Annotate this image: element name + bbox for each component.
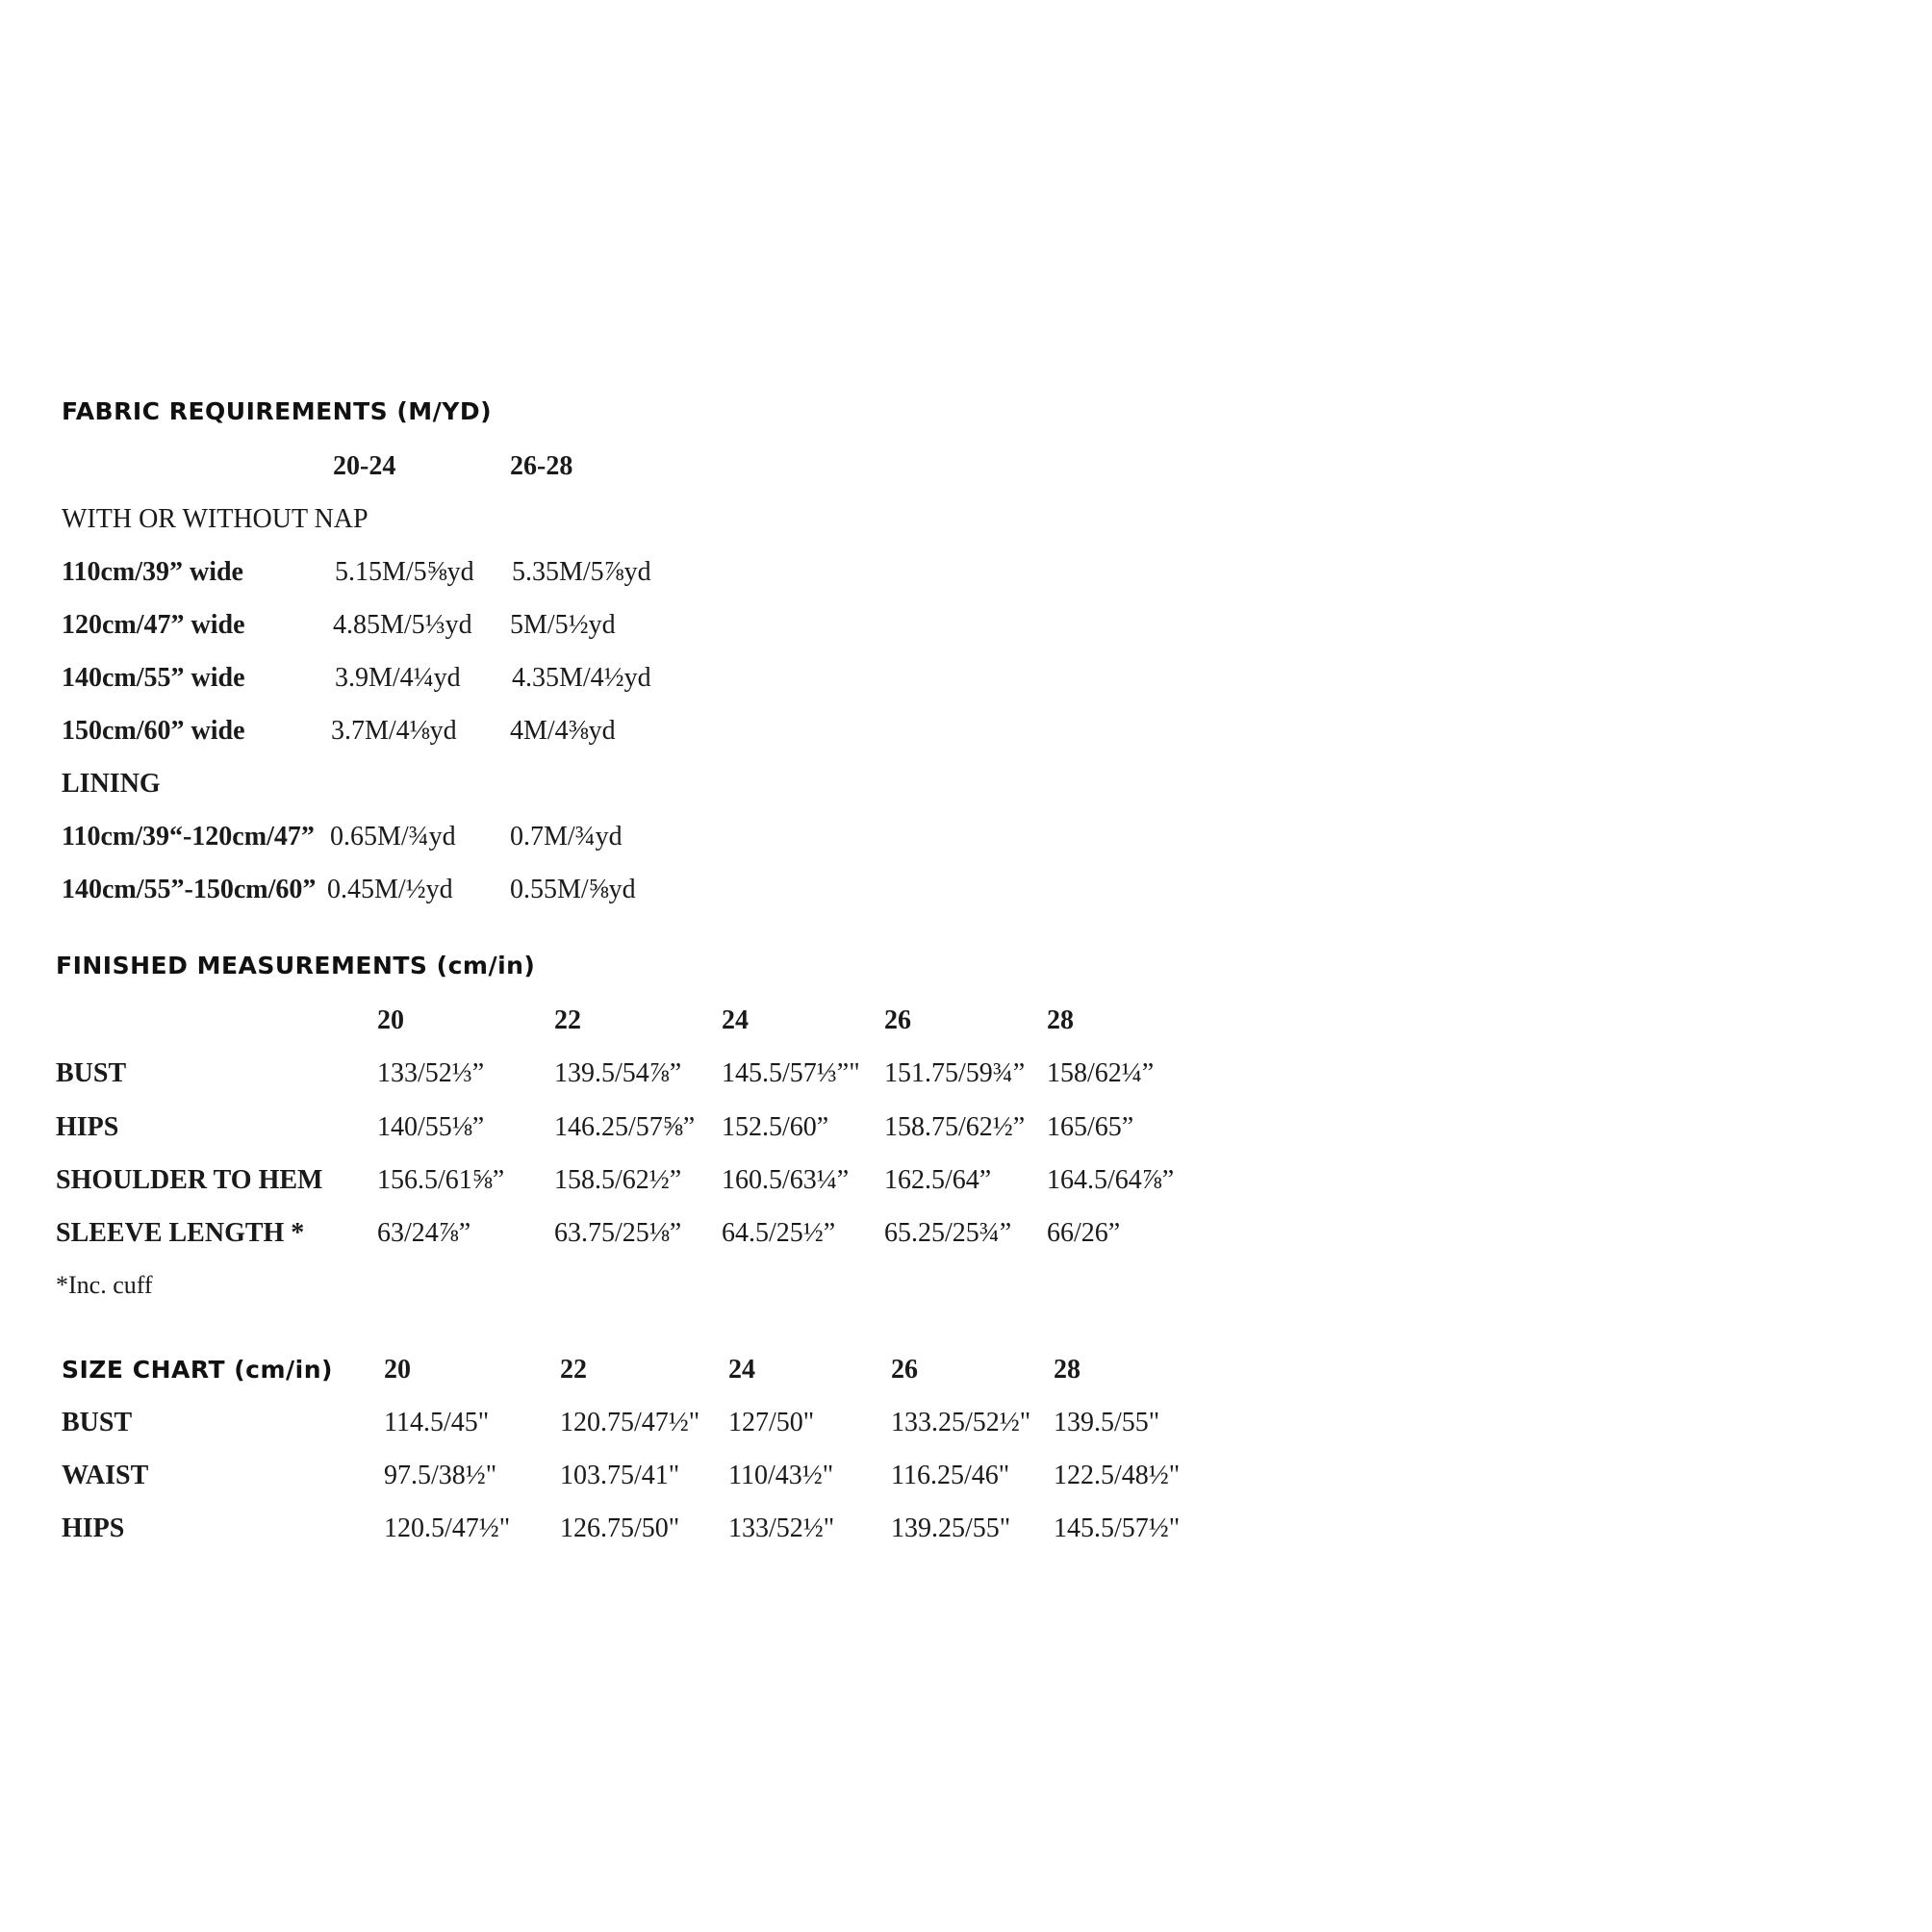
fabric-row-label: 150cm/60” wide <box>62 716 245 746</box>
finished-row-label: SLEEVE LENGTH * <box>56 1218 305 1248</box>
finished-cell: 139.5/54⅞” <box>554 1058 682 1088</box>
size-cell: 122.5/48½" <box>1054 1461 1181 1490</box>
fabric-column-header: 20-24 <box>333 451 396 481</box>
lining-heading: LINING <box>62 769 161 799</box>
fabric-cell: 5.35M/5⅞yd <box>512 557 651 587</box>
size-row-label: HIPS <box>62 1513 125 1543</box>
size-cell: 126.75/50" <box>560 1513 680 1543</box>
finished-row-label: BUST <box>56 1058 127 1088</box>
size-chart-title: SIZE CHART (cm/in) <box>62 1356 333 1384</box>
size-cell: 127/50" <box>728 1408 815 1437</box>
finished-cell: 64.5/25½” <box>722 1218 836 1248</box>
fabric-cell: 5M/5½yd <box>510 610 616 640</box>
finished-cell: 66/26” <box>1047 1218 1121 1248</box>
size-cell: 103.75/41" <box>560 1461 680 1490</box>
finished-column-header: 28 <box>1047 1005 1074 1035</box>
finished-column-header: 26 <box>884 1005 911 1035</box>
finished-cell: 151.75/59¾” <box>884 1058 1026 1088</box>
lining-cell: 0.55M/⅝yd <box>510 875 636 904</box>
size-cell: 133/52½" <box>728 1513 835 1543</box>
finished-cell: 165/65” <box>1047 1112 1134 1142</box>
finished-cell: 140/55⅛” <box>377 1112 485 1142</box>
finished-cell: 133/52⅓” <box>377 1058 485 1088</box>
fabric-row-label: 140cm/55” wide <box>62 663 245 693</box>
lining-cell: 0.65M/¾yd <box>330 822 456 852</box>
lining-row-label: 140cm/55”-150cm/60” <box>62 875 317 904</box>
size-column-header: 20 <box>384 1355 411 1385</box>
size-cell: 116.25/46" <box>891 1461 1010 1490</box>
fabric-cell: 5.15M/5⅝yd <box>335 557 474 587</box>
lining-row-label: 110cm/39“-120cm/47” <box>62 822 315 852</box>
finished-footnote: *Inc. cuff <box>56 1271 153 1299</box>
size-column-header: 26 <box>891 1355 918 1385</box>
finished-cell: 164.5/64⅞” <box>1047 1165 1175 1195</box>
finished-column-header: 20 <box>377 1005 404 1035</box>
fabric-requirements-title: FABRIC REQUIREMENTS (M/YD) <box>62 397 493 425</box>
size-cell: 120.5/47½" <box>384 1513 511 1543</box>
size-column-header: 28 <box>1054 1355 1080 1385</box>
finished-row-label: HIPS <box>56 1112 119 1142</box>
size-cell: 97.5/38½" <box>384 1461 497 1490</box>
size-cell: 133.25/52½" <box>891 1408 1031 1437</box>
size-cell: 145.5/57½" <box>1054 1513 1181 1543</box>
finished-cell: 158.75/62½” <box>884 1112 1026 1142</box>
size-row-label: WAIST <box>62 1461 149 1490</box>
finished-column-header: 24 <box>722 1005 749 1035</box>
fabric-cell: 4M/4⅜yd <box>510 716 616 746</box>
size-cell: 139.25/55" <box>891 1513 1011 1543</box>
nap-heading: WITH OR WITHOUT NAP <box>62 504 369 534</box>
size-cell: 110/43½" <box>728 1461 834 1490</box>
finished-cell: 145.5/57⅓”" <box>722 1058 860 1088</box>
fabric-row-label: 120cm/47” wide <box>62 610 245 640</box>
finished-cell: 162.5/64” <box>884 1165 992 1195</box>
fabric-cell: 4.85M/5⅓yd <box>333 610 472 640</box>
fabric-row-label: 110cm/39” wide <box>62 557 243 587</box>
lining-cell: 0.7M/¾yd <box>510 822 623 852</box>
finished-measurements-title: FINISHED MEASUREMENTS (cm/in) <box>56 952 536 979</box>
finished-cell: 146.25/57⅝” <box>554 1112 696 1142</box>
finished-cell: 152.5/60” <box>722 1112 829 1142</box>
size-column-header: 22 <box>560 1355 587 1385</box>
finished-cell: 158/62¼” <box>1047 1058 1155 1088</box>
finished-cell: 160.5/63¼” <box>722 1165 850 1195</box>
fabric-column-header: 26-28 <box>510 451 573 481</box>
size-column-header: 24 <box>728 1355 755 1385</box>
size-row-label: BUST <box>62 1408 133 1437</box>
finished-row-label: SHOULDER TO HEM <box>56 1165 323 1195</box>
fabric-cell: 4.35M/4½yd <box>512 663 651 693</box>
finished-column-header: 22 <box>554 1005 581 1035</box>
size-cell: 139.5/55" <box>1054 1408 1160 1437</box>
finished-cell: 156.5/61⅝” <box>377 1165 505 1195</box>
size-cell: 114.5/45" <box>384 1408 490 1437</box>
fabric-cell: 3.7M/4⅛yd <box>331 716 457 746</box>
finished-cell: 63/24⅞” <box>377 1218 471 1248</box>
size-cell: 120.75/47½" <box>560 1408 700 1437</box>
finished-cell: 158.5/62½” <box>554 1165 682 1195</box>
finished-cell: 63.75/25⅛” <box>554 1218 682 1248</box>
lining-cell: 0.45M/½yd <box>327 875 453 904</box>
finished-cell: 65.25/25¾” <box>884 1218 1012 1248</box>
fabric-cell: 3.9M/4¼yd <box>335 663 461 693</box>
